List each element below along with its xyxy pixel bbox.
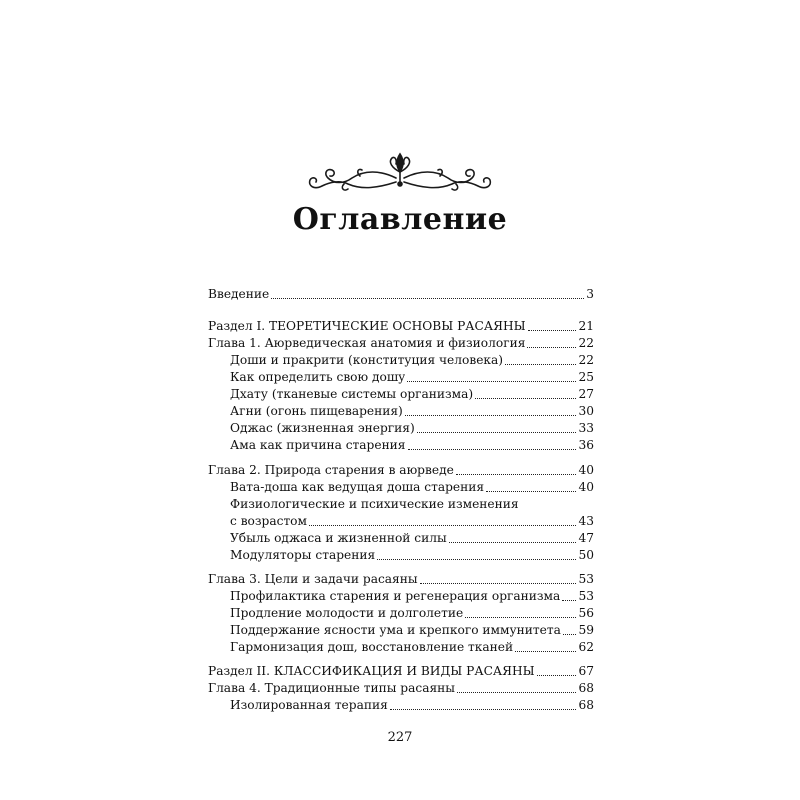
toc-entry-label: с возрастом bbox=[230, 514, 307, 528]
toc-entry[interactable] bbox=[230, 639, 594, 656]
toc-entry-page: 68 bbox=[578, 698, 594, 712]
toc-entry-label: Гармонизация дош, восстановление тканей bbox=[230, 640, 514, 654]
toc-entry-page: 22 bbox=[578, 336, 594, 350]
dot-leader bbox=[537, 675, 577, 676]
toc-entry[interactable] bbox=[230, 403, 594, 420]
toc-entry[interactable] bbox=[208, 286, 594, 303]
toc-entry-label: Раздел II. КЛАССИФИКАЦИЯ И ВИДЫ РАСАЯНЫ bbox=[208, 664, 535, 678]
dot-leader bbox=[420, 583, 577, 584]
toc-entry-label: Доши и пракрити (конституция человека) bbox=[230, 353, 504, 367]
toc-entry-page: 53 bbox=[578, 572, 594, 586]
toc-entry-label: Изолированная терапия bbox=[230, 698, 388, 712]
toc-entry[interactable] bbox=[230, 547, 594, 564]
toc-entry[interactable] bbox=[230, 622, 594, 639]
toc-entry[interactable] bbox=[208, 318, 594, 335]
dot-leader bbox=[475, 398, 576, 399]
toc-entry-label: Физиологические и психические изменения bbox=[230, 497, 519, 511]
toc-entry-label: Раздел I. ТЕОРЕТИЧЕСКИЕ ОСНОВЫ РАСАЯНЫ bbox=[208, 319, 526, 333]
toc-entry-label: Продление молодости и долголетие bbox=[230, 606, 464, 620]
toc-entry[interactable] bbox=[230, 496, 594, 513]
toc-entry-page: 40 bbox=[578, 480, 594, 494]
dot-leader bbox=[562, 600, 576, 601]
dot-leader bbox=[486, 491, 576, 492]
toc-entry[interactable] bbox=[208, 571, 594, 588]
toc-entry[interactable] bbox=[230, 352, 594, 369]
toc-entry-label: Модуляторы старения bbox=[230, 548, 376, 562]
toc-entry[interactable] bbox=[230, 369, 594, 386]
toc-entry-label: Глава 4. Традиционные типы расаяны bbox=[208, 681, 455, 695]
toc-entry-page: 50 bbox=[578, 548, 594, 562]
toc-entry-page: 47 bbox=[578, 531, 594, 545]
dot-leader bbox=[408, 449, 577, 450]
toc-entry-label: Убыль оджаса и жизненной силы bbox=[230, 531, 447, 545]
dot-leader bbox=[465, 617, 576, 618]
dot-leader bbox=[457, 692, 577, 693]
toc-entry-page: 59 bbox=[578, 623, 594, 637]
dot-leader bbox=[515, 651, 576, 652]
toc-entry[interactable] bbox=[230, 605, 594, 622]
toc-entry-page: 33 bbox=[578, 421, 594, 435]
toc-entry[interactable] bbox=[208, 335, 594, 352]
toc-entry-page: 36 bbox=[578, 438, 594, 452]
toc-entry-label: Вата-доша как ведущая доша старения bbox=[230, 480, 485, 494]
toc-entry-page: 56 bbox=[578, 606, 594, 620]
toc-entry-label: Глава 1. Аюрведическая анатомия и физиология bbox=[208, 336, 526, 350]
dot-leader bbox=[456, 474, 577, 475]
toc-entry[interactable] bbox=[208, 462, 594, 479]
toc-entry-label: Дхату (тканевые системы организма) bbox=[230, 387, 474, 401]
toc-entry-label: Агни (огонь пищеварения) bbox=[230, 404, 403, 418]
toc-entry-page: 21 bbox=[578, 319, 594, 333]
dot-leader bbox=[505, 364, 576, 365]
toc-entry[interactable] bbox=[230, 479, 594, 496]
toc-entry-page: 43 bbox=[578, 514, 594, 528]
toc-entry[interactable] bbox=[230, 437, 594, 454]
toc-entry[interactable] bbox=[230, 530, 594, 547]
dot-leader bbox=[407, 381, 576, 382]
dot-leader bbox=[449, 542, 577, 543]
toc-entry[interactable] bbox=[230, 513, 594, 530]
toc-entry[interactable] bbox=[230, 386, 594, 403]
toc-entry-label: Профилактика старения и регенерация организма bbox=[230, 589, 561, 603]
dot-leader bbox=[405, 415, 577, 416]
toc-entry-label: Поддержание ясности ума и крепкого иммунитета bbox=[230, 623, 561, 637]
toc-entry[interactable] bbox=[230, 420, 594, 437]
toc-entry-page: 68 bbox=[578, 681, 594, 695]
toc-entry-page: 22 bbox=[578, 353, 594, 367]
page-number: 227 bbox=[387, 730, 413, 745]
toc-entry-label: Глава 3. Цели и задачи расаяны bbox=[208, 572, 418, 586]
toc-entry-page: 40 bbox=[578, 463, 594, 477]
toc-entry-label: Глава 2. Природа старения в аюрведе bbox=[208, 463, 454, 477]
dot-leader bbox=[377, 559, 576, 560]
toc-entry[interactable] bbox=[208, 663, 594, 680]
toc-entry[interactable] bbox=[208, 680, 594, 697]
toc-entry[interactable] bbox=[230, 588, 594, 605]
toc-entry-page: 62 bbox=[578, 640, 594, 654]
dot-leader bbox=[309, 525, 576, 526]
flourish-divider-icon bbox=[300, 148, 500, 200]
toc-entry-page: 53 bbox=[578, 589, 594, 603]
dot-leader bbox=[527, 347, 576, 348]
toc-entry-label: Оджас (жизненная энергия) bbox=[230, 421, 415, 435]
dot-leader bbox=[563, 634, 577, 635]
toc-entry-label: Как определить свою дошу bbox=[230, 370, 406, 384]
dot-leader bbox=[390, 709, 577, 710]
toc-entry-page: 30 bbox=[578, 404, 594, 418]
page-title: Оглавление bbox=[292, 202, 508, 237]
dot-leader bbox=[528, 330, 577, 331]
toc-entry-page: 27 bbox=[578, 387, 594, 401]
toc-entry-page: 67 bbox=[578, 664, 594, 678]
toc-entry-label: Ама как причина старения bbox=[230, 438, 406, 452]
dot-leader bbox=[417, 432, 577, 433]
dot-leader bbox=[271, 298, 584, 299]
toc-entry[interactable] bbox=[230, 697, 594, 714]
toc-entry-page: 3 bbox=[586, 287, 594, 301]
toc-entry-page: 25 bbox=[578, 370, 594, 384]
toc-entry-label: Введение bbox=[208, 287, 270, 301]
